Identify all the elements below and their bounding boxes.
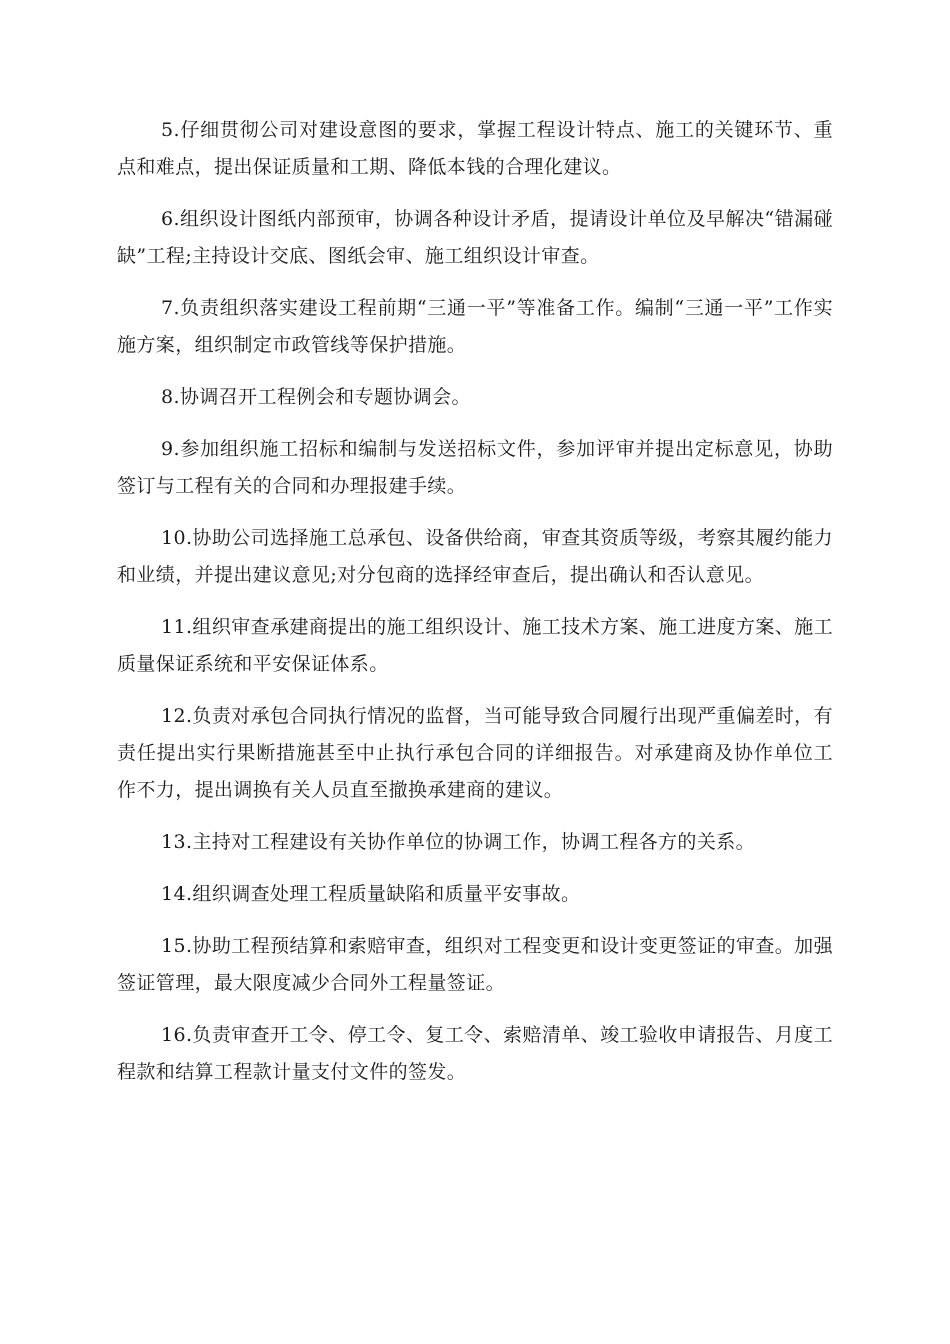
paragraph-item-10: 10.协助公司选择施工总承包、设备供给商，审查其资质等级，考察其履约能力和业绩，并提出建议意见;对分包商的选择经审查后，提出确认和否认意见。 [117,527,833,586]
paragraph-item-11: 11.组织审查承建商提出的施工组织设计、施工技术方案、施工进度方案、施工质量保证系统和平安保证体系。 [117,616,833,675]
paragraph-item-16: 16.负责审查开工令、停工令、复工令、索赔清单、竣工验收申请报告、月度工程款和结算工程款计量支付文件的签发。 [117,1024,833,1083]
paragraph-item-9: 9.参加组织施工招标和编制与发送招标文件，参加评审并提出定标意见，协助签订与工程有关的合同和办理报建手续。 [117,438,833,497]
paragraph-item-13: 13.主持对工程建设有关协作单位的协调工作，协调工程各方的关系。 [161,831,756,853]
paragraph-item-8: 8.协调召开工程例会和专题协调会。 [161,386,471,408]
paragraph-item-15: 15.协助工程预结算和索赔审查，组织对工程变更和设计变更签证的审查。加强签证管理，最大限度减少合同外工程量签证。 [117,935,833,994]
paragraph-item-12: 12.负责对承包合同执行情况的监督，当可能导致合同履行出现严重偏差时，有责任提出实行果断措施甚至中止执行承包合同的详细报告。对承建商及协作单位工作不力，提出调换有关人员直至撤换承建商的建议。 [117,705,833,801]
document-body [117,112,833,1106]
paragraph-item-14: 14.组织调查处理工程质量缺陷和质量平安事故。 [161,883,581,905]
paragraph-item-5: 5.仔细贯彻公司对建设意图的要求，掌握工程设计特点、施工的关键环节、重点和难点，提出保证质量和工期、降低本钱的合理化建议。 [117,119,833,178]
paragraph-item-6: 6.组织设计图纸内部预审，协调各种设计矛盾，提请设计单位及早解决“错漏碰缺”工程;主持设计交底、图纸会审、施工组织设计审查。 [117,208,833,267]
paragraph-item-7: 7.负责组织落实建设工程前期“三通一平”等准备工作。编制“三通一平”工作实施方案，组织制定市政管线等保护措施。 [117,297,833,356]
